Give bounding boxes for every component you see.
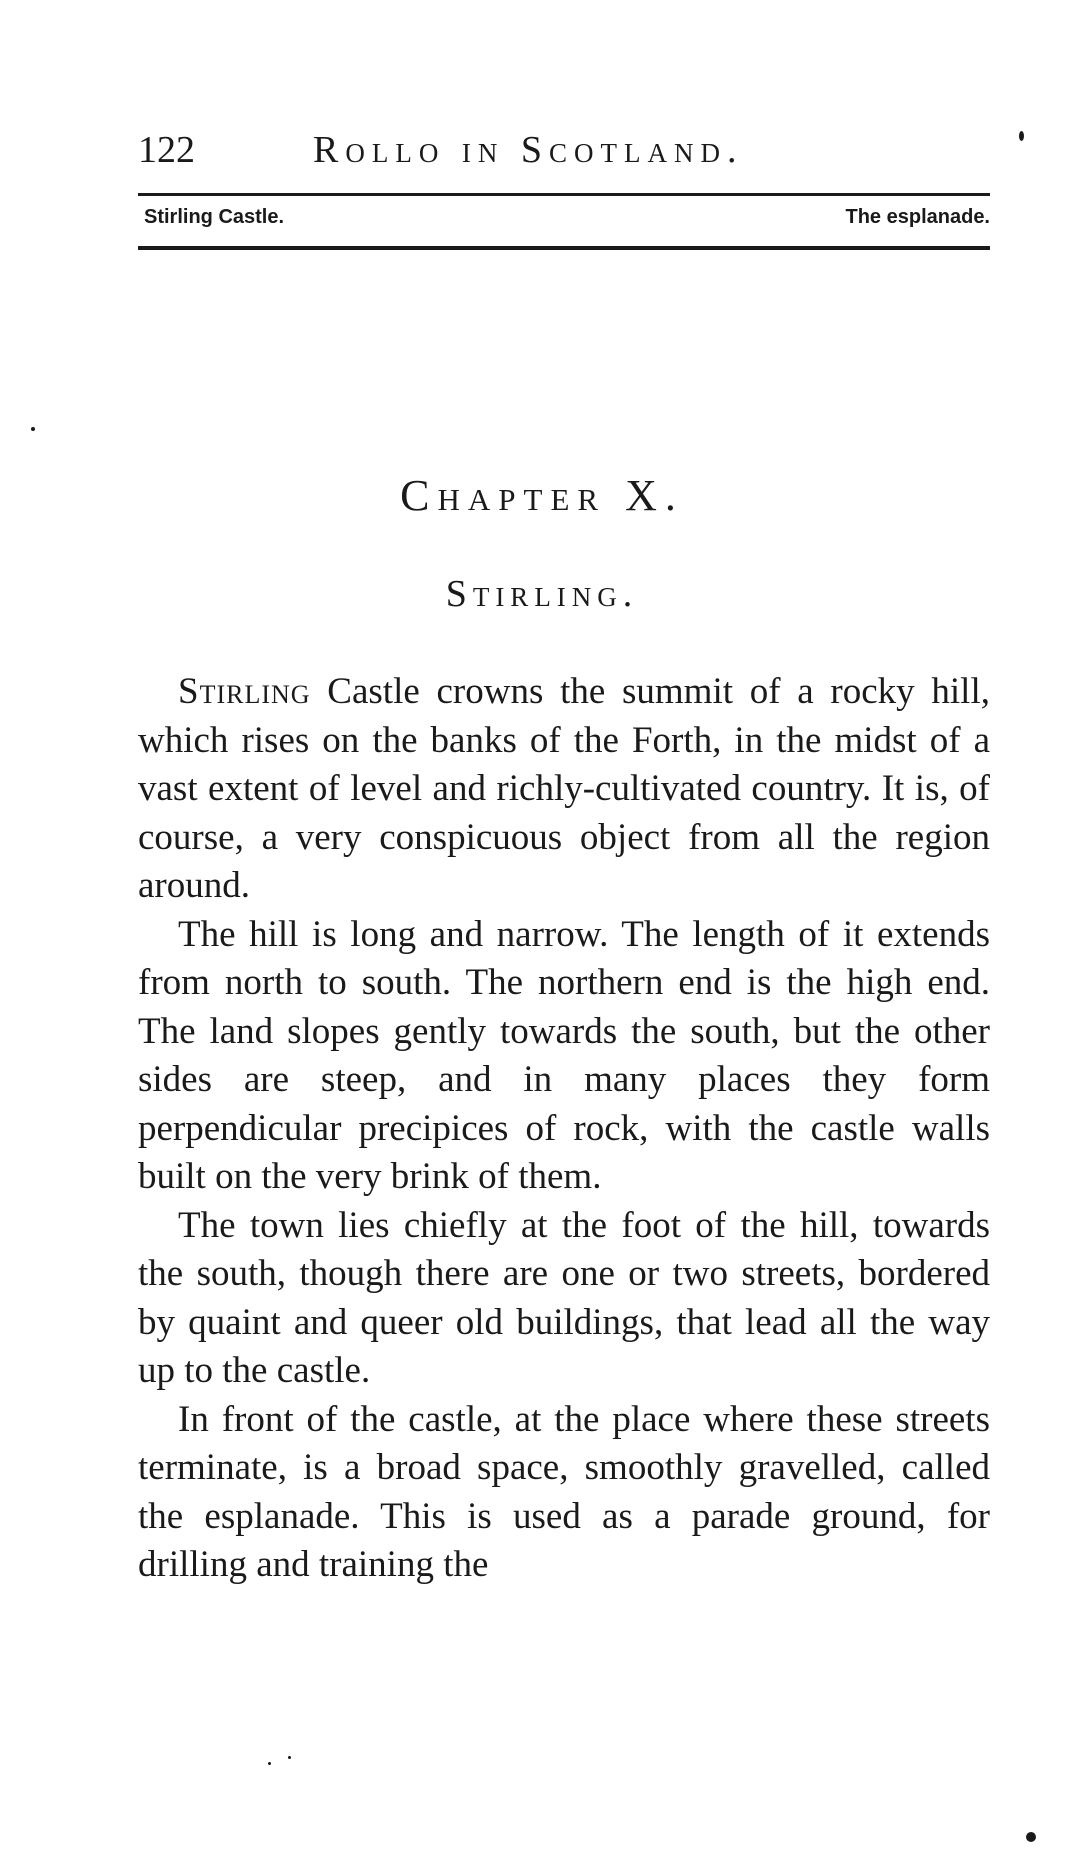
body-text: [138, 668, 990, 1590]
paragraph-3: The town lies chiefly at the foot of the hill, towards the south, though there are one or two streets, bordered by quaint and queer old buildings, that lead all the way up to the castle.: [138, 1204, 990, 1391]
header-rule-bottom: [138, 246, 990, 250]
book-title: Rollo in Scotland.: [313, 129, 744, 171]
scan-speck: [31, 427, 35, 431]
right-subject-heading: The esplanade.: [845, 206, 990, 228]
running-head: [138, 120, 990, 180]
scan-speck: [1026, 1832, 1036, 1842]
chapter-title: Stirling.: [445, 573, 639, 615]
page-number: 122: [138, 129, 195, 171]
left-subject-heading: Stirling Castle.: [144, 206, 285, 228]
paragraph-1: [138, 668, 990, 911]
chapter-heading: Chapter X.: [400, 471, 684, 520]
scan-speck: [1019, 131, 1024, 141]
header-rule-top: [138, 193, 990, 196]
scan-speck: [268, 1762, 271, 1765]
scan-speck: [288, 1756, 291, 1759]
paragraph-4: In front of the castle, at the place where these streets terminate, is a broad space, smoothly gravelled, called the esplanade. This is used as a parade ground, for drilling and training the: [138, 1398, 990, 1585]
opening-word: Stirling: [178, 671, 311, 712]
paragraph-1-text: Castle crowns the summit of a rocky hill, which rises on the banks of the Forth, in the midst of a vast extent of level and richly-cultivated country. It is, of course, a very conspicuous object from all the region around.: [138, 671, 990, 906]
paragraph-2: The hill is long and narrow. The length of it extends from north to south. The northern end is the high end. The land slopes gently towards the south, but the other sides are steep, and in many places they form perpendicular precipices of rock, with the castle walls built on the very brink of them.: [138, 913, 990, 1197]
